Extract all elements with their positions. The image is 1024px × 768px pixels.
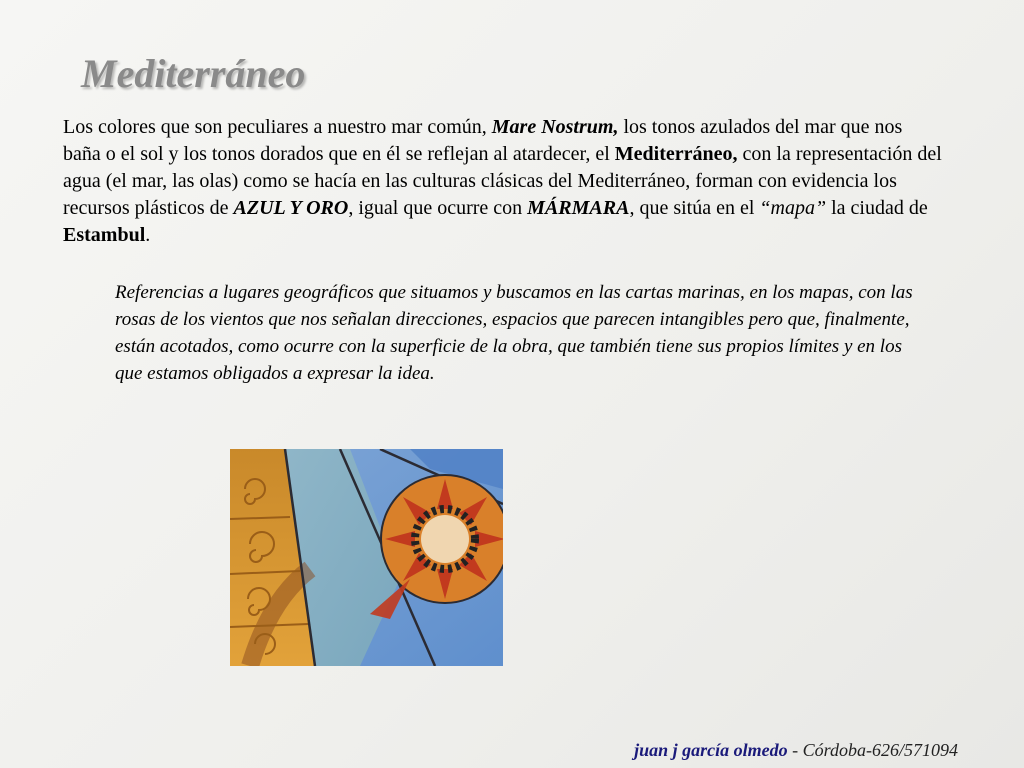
intro-paragraph: Los colores que son peculiares a nuestro mar común, Mare Nostrum, los tonos azulados del mar que nos baña o el sol y los tonos dorados que en él se reflejan al atardecer, el Mediterráneo, con la representación del agua (el mar, las olas) como se hacía en las culturas clásicas del Mediterráneo, forman con evidencia los recursos plásticos de AZUL Y ORO, igual que ocurre con MÁRMARA, que sitúa en el “mapa” la ciudad de Estambul. (63, 116, 942, 246)
azul-oro-emphasis: AZUL Y ORO (233, 197, 349, 219)
author-location: - Córdoba-626/571094 (787, 740, 958, 760)
mapa-emphasis: “mapa” (759, 197, 827, 219)
references-paragraph: Referencias a lugares geográficos que situamos y buscamos en las cartas marinas, en los mapas, con las rosas de los vientos que nos señalan direcciones, espacios que parecen intangibles pero que, finalmente, están acotados, como ocurre con la superficie de la obra, que también tiene sus propios límites y en los que estamos obligados a expresar la idea. (115, 282, 913, 384)
estambul-emphasis: Estambul (63, 224, 146, 246)
marmara-emphasis: MÁRMARA (527, 197, 630, 219)
mediterraneo-emphasis: Mediterráneo, (614, 143, 738, 165)
slide-title: Mediterráneo (81, 51, 306, 96)
footer-credit (634, 740, 958, 761)
mare-nostrum-emphasis: Mare Nostrum, (491, 116, 619, 138)
artwork-image (230, 449, 503, 666)
author-name: juan j garcía olmedo (634, 740, 788, 760)
